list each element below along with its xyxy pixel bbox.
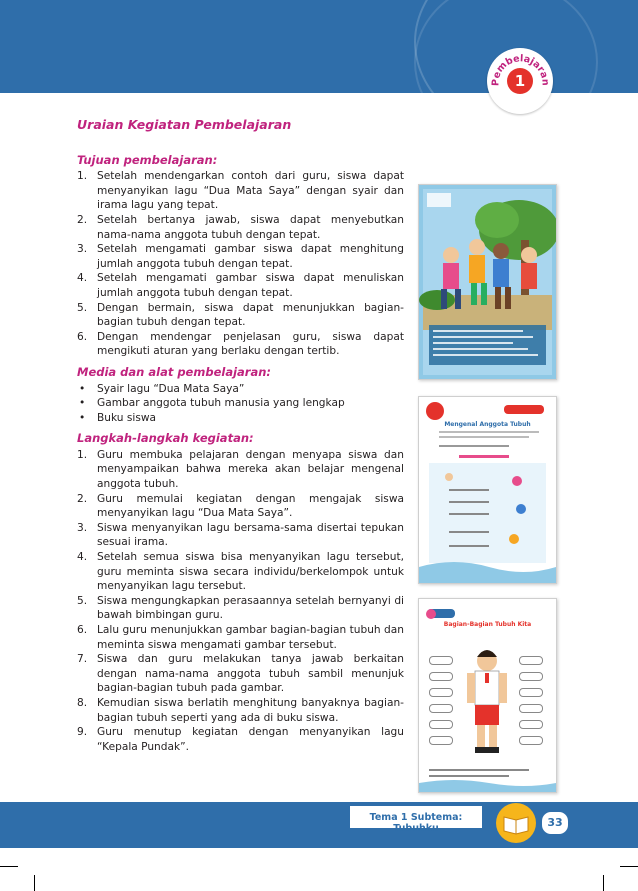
langkah-list	[77, 448, 404, 754]
thumbnail-title: Bagian-Bagian Tubuh Kita	[443, 621, 532, 628]
list-item: 4. Setelah semua siswa bisa menyanyikan lagu tersebut, guru meminta siswa secara individu/berkelompok untuk menyanyikan lagu tersebut.	[77, 551, 404, 593]
tujuan-heading: Tujuan pembelajaran:	[77, 152, 218, 167]
list-item: 6. Lalu guru menunjukkan gambar bagian-bagian tubuh dan meminta siswa mengamati gambar tersebut.	[77, 624, 404, 651]
crop-mark	[34, 875, 35, 891]
thumbnail-children-illustration	[418, 184, 557, 380]
list-item: 5. Dengan bermain, siswa dapat menunjukkan bagian-bagian tubuh dengan tepat.	[77, 301, 404, 329]
list-item: 2. Setelah bertanya jawab, siswa dapat menyebutkan nama-nama anggota tubuh dengan tepat.	[77, 213, 404, 241]
list-item: 6. Dengan mendengar penjelasan guru, siswa dapat mengikuti aturan yang berlaku dengan tertib.	[77, 330, 404, 358]
body-label-box	[429, 656, 453, 665]
book-icon	[496, 803, 536, 843]
footer-label: Tema 1 Subtema: Tubuhku	[369, 812, 463, 834]
badge-label: Pembelajaran	[490, 53, 551, 87]
body-label-box	[429, 704, 453, 713]
list-item: 3. Siswa menyanyikan lagu bersama-sama disertai tepukan sesuai irama.	[77, 521, 404, 549]
list-item: 1. Setelah mendengarkan contoh dari guru, siswa dapat menyanyikan lagu “Dua Mata Saya” dengan syair dan irama lagu yang tepat.	[77, 170, 404, 212]
crop-mark	[620, 866, 638, 867]
media-heading: Media dan alat pembelajaran:	[77, 364, 271, 379]
body-label-box	[519, 720, 543, 729]
page-number: 33	[540, 810, 570, 836]
crop-mark	[603, 875, 604, 891]
body-label-box	[519, 688, 543, 697]
tujuan-list	[77, 169, 404, 359]
list-item: 5. Siswa mengungkapkan perasaannya setelah bernyanyi di bawah bimbingan guru.	[77, 594, 404, 622]
list-item: • Gambar anggota tubuh manusia yang lengkap	[79, 397, 345, 410]
thumbnail-body-parts-page	[418, 598, 557, 793]
badge-number: 1	[507, 68, 533, 94]
body-label-box	[519, 736, 543, 745]
list-item: • Buku siswa	[79, 411, 157, 424]
body-label-box	[429, 720, 453, 729]
list-item: 8. Kemudian siswa berlatih menghitung banyaknya bagian-bagian tubuh seperti yang ada di buku siswa.	[77, 696, 404, 724]
langkah-heading: Langkah-langkah kegiatan:	[77, 431, 254, 446]
body-label-box	[519, 672, 543, 681]
list-item: 3. Setelah mengamati gambar siswa dapat menghitung jumlah anggota tubuh dengan tepat.	[77, 243, 404, 270]
list-item: 7. Siswa dan guru melakukan tanya jawab berkaitan dengan nama-nama anggota tubuh sambil menunjuk bagian-bagian tubuh pada gambar.	[77, 653, 404, 695]
body-label-box	[429, 736, 453, 745]
list-item: 1. Guru membuka pelajaran dengan menyapa siswa dan menyampaikan bahwa mereka akan belajar mengenal anggota tubuh.	[77, 448, 404, 491]
main-content	[77, 118, 404, 754]
list-item: 9. Guru menutup kegiatan dengan menyanyikan lagu “Kepala Pundak”.	[77, 726, 404, 753]
thumbnail-song-page	[418, 396, 557, 584]
children-illustration	[419, 185, 556, 379]
media-list	[77, 382, 404, 426]
crop-mark	[0, 866, 18, 867]
body-label-box	[429, 672, 453, 681]
body-label-box	[429, 688, 453, 697]
pembelajaran-badge	[487, 48, 553, 114]
thumbnail-title: Mengenal Anggota Tubuh	[444, 421, 531, 428]
list-item: 4. Setelah mengamati gambar siswa dapat menuliskan jumlah anggota tubuh dengan tepat.	[77, 272, 404, 299]
page-title: Uraian Kegiatan Pembelajaran	[77, 117, 292, 132]
list-item: 2. Guru memulai kegiatan dengan mengajak siswa menyanyikan lagu “Dua Mata Saya”.	[77, 492, 404, 520]
body-label-box	[519, 656, 543, 665]
body-label-box	[519, 704, 543, 713]
list-item: • Syair lagu “Dua Mata Saya”	[79, 382, 245, 395]
